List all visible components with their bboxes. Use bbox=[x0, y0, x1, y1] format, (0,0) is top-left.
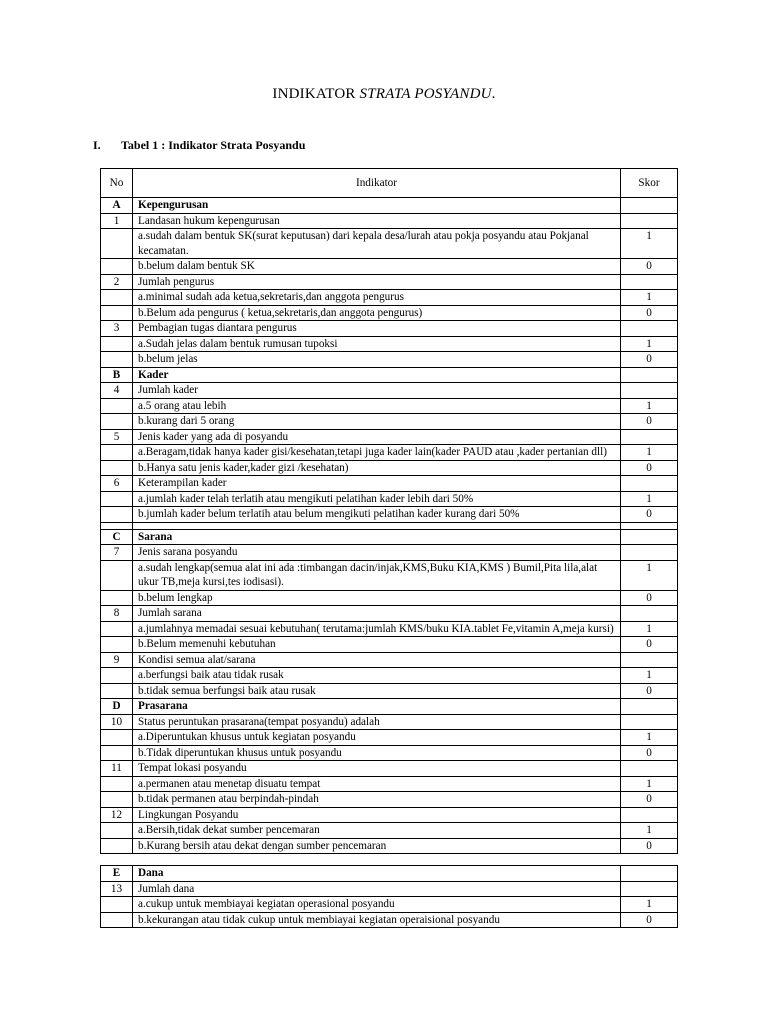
cell-no: C bbox=[101, 529, 133, 545]
cell-skor bbox=[621, 699, 678, 715]
table-row bbox=[101, 476, 678, 492]
cell-no: 2 bbox=[101, 274, 133, 290]
cell-no: 13 bbox=[101, 881, 133, 897]
table-row bbox=[101, 429, 678, 445]
cell-indikator: Jenis kader yang ada di posyandu bbox=[133, 429, 621, 445]
cell-no bbox=[101, 259, 133, 275]
cell-no bbox=[101, 897, 133, 913]
cell-no bbox=[101, 398, 133, 414]
cell-no bbox=[101, 305, 133, 321]
table-row bbox=[101, 352, 678, 368]
table-row bbox=[101, 714, 678, 730]
table-row bbox=[101, 213, 678, 229]
cell-no: 4 bbox=[101, 383, 133, 399]
cell-skor: 1 bbox=[621, 491, 678, 507]
cell-no: 11 bbox=[101, 761, 133, 777]
cell-skor: 1 bbox=[621, 823, 678, 839]
cell-indikator: Pembagian tugas diantara pengurus bbox=[133, 321, 621, 337]
header-skor: Skor bbox=[621, 169, 678, 198]
cell-indikator: b.belum lengkap bbox=[133, 590, 621, 606]
cell-indikator: b.jumlah kader belum terlatih atau belum mengikuti pelatihan kader kurang dari 50% bbox=[133, 507, 621, 523]
cell-skor: 1 bbox=[621, 668, 678, 684]
title-italic: STRATA POSYANDU bbox=[359, 86, 492, 102]
table-row bbox=[101, 545, 678, 561]
table-row bbox=[101, 652, 678, 668]
cell-no: E bbox=[101, 866, 133, 882]
cell-skor bbox=[621, 545, 678, 561]
header-indikator: Indikator bbox=[133, 169, 621, 198]
cell-skor: 0 bbox=[621, 912, 678, 928]
cell-indikator: b.tidak semua berfungsi baik atau rusak bbox=[133, 683, 621, 699]
cell-skor: 0 bbox=[621, 305, 678, 321]
cell-no bbox=[101, 745, 133, 761]
cell-indikator: Jumlah pengurus bbox=[133, 274, 621, 290]
cell-skor: 0 bbox=[621, 637, 678, 653]
cell-indikator: a.minimal sudah ada ketua,sekretaris,dan anggota pengurus bbox=[133, 290, 621, 306]
cell-skor: 0 bbox=[621, 414, 678, 430]
table-row bbox=[101, 745, 678, 761]
table-row bbox=[101, 897, 678, 913]
title-suffix: . bbox=[491, 86, 496, 102]
table-row bbox=[101, 730, 678, 746]
cell-skor: 0 bbox=[621, 792, 678, 808]
table-header-row bbox=[101, 169, 678, 198]
cell-no bbox=[101, 229, 133, 259]
cell-skor: 0 bbox=[621, 745, 678, 761]
cell-skor: 1 bbox=[621, 336, 678, 352]
header-no: No bbox=[101, 169, 133, 198]
section-row bbox=[101, 529, 678, 545]
section-row bbox=[101, 699, 678, 715]
cell-no bbox=[101, 460, 133, 476]
cell-indikator: a.sudah lengkap(semua alat ini ada :timbangan dacin/injak,KMS,Buku KIA,KMS ) Bumil,Pita lila,alat ukur TB,meja kursi,tes iodisasi). bbox=[133, 560, 621, 590]
cell-indikator: Tempat lokasi posyandu bbox=[133, 761, 621, 777]
cell-no bbox=[101, 792, 133, 808]
cell-indikator: a.5 orang atau lebih bbox=[133, 398, 621, 414]
table-row bbox=[101, 259, 678, 275]
cell-indikator: Kepengurusan bbox=[133, 198, 621, 214]
cell-indikator: Keterampilan kader bbox=[133, 476, 621, 492]
cell-skor bbox=[621, 761, 678, 777]
spacer-cell bbox=[133, 522, 621, 529]
section-heading bbox=[93, 138, 305, 153]
cell-skor bbox=[621, 807, 678, 823]
cell-no bbox=[101, 414, 133, 430]
cell-no: 10 bbox=[101, 714, 133, 730]
cell-no bbox=[101, 352, 133, 368]
table-row bbox=[101, 491, 678, 507]
table-row bbox=[101, 912, 678, 928]
table-row bbox=[101, 229, 678, 259]
cell-skor: 1 bbox=[621, 730, 678, 746]
cell-no: 3 bbox=[101, 321, 133, 337]
cell-no bbox=[101, 776, 133, 792]
cell-skor: 0 bbox=[621, 683, 678, 699]
title-prefix: INDIKATOR bbox=[272, 86, 360, 102]
cell-skor bbox=[621, 429, 678, 445]
table-row bbox=[101, 637, 678, 653]
table-row bbox=[101, 560, 678, 590]
cell-skor bbox=[621, 606, 678, 622]
cell-no bbox=[101, 730, 133, 746]
table-row bbox=[101, 683, 678, 699]
cell-skor: 1 bbox=[621, 229, 678, 259]
table-row bbox=[101, 606, 678, 622]
cell-indikator: a.berfungsi baik atau tidak rusak bbox=[133, 668, 621, 684]
cell-no: 12 bbox=[101, 807, 133, 823]
spacer-cell bbox=[101, 522, 133, 529]
cell-skor: 1 bbox=[621, 445, 678, 461]
cell-no bbox=[101, 290, 133, 306]
cell-indikator: Lingkungan Posyandu bbox=[133, 807, 621, 823]
cell-indikator: b.Tidak diperuntukan khusus untuk posyandu bbox=[133, 745, 621, 761]
cell-skor: 0 bbox=[621, 838, 678, 854]
cell-no: A bbox=[101, 198, 133, 214]
cell-no bbox=[101, 683, 133, 699]
cell-skor bbox=[621, 529, 678, 545]
cell-indikator: Jumlah dana bbox=[133, 881, 621, 897]
cell-skor bbox=[621, 383, 678, 399]
table-row bbox=[101, 507, 678, 523]
cell-no: B bbox=[101, 367, 133, 383]
cell-indikator: b.Belum memenuhi kebutuhan bbox=[133, 637, 621, 653]
cell-no bbox=[101, 507, 133, 523]
cell-indikator: a.jumlahnya memadai sesuai kebutuhan( terutama:jumlah KMS/buku KIA.tablet Fe,vitamin A,meja kursi) bbox=[133, 621, 621, 637]
cell-no: 9 bbox=[101, 652, 133, 668]
cell-skor: 0 bbox=[621, 352, 678, 368]
cell-indikator: Jenis sarana posyandu bbox=[133, 545, 621, 561]
table-row bbox=[101, 761, 678, 777]
table-row bbox=[101, 460, 678, 476]
table-row bbox=[101, 881, 678, 897]
cell-skor bbox=[621, 274, 678, 290]
cell-skor: 1 bbox=[621, 290, 678, 306]
cell-no bbox=[101, 590, 133, 606]
cell-no bbox=[101, 621, 133, 637]
cell-indikator: a.jumlah kader telah terlatih atau mengikuti pelatihan kader lebih dari 50% bbox=[133, 491, 621, 507]
cell-skor: 1 bbox=[621, 897, 678, 913]
cell-indikator: b.kekurangan atau tidak cukup untuk membiayai kegiatan operaisional posyandu bbox=[133, 912, 621, 928]
section-row bbox=[101, 367, 678, 383]
cell-indikator: Prasarana bbox=[133, 699, 621, 715]
cell-skor bbox=[621, 213, 678, 229]
cell-skor bbox=[621, 367, 678, 383]
section-row bbox=[101, 866, 678, 882]
cell-skor: 1 bbox=[621, 621, 678, 637]
cell-indikator: b.Belum ada pengurus ( ketua,sekretaris,dan anggota pengurus) bbox=[133, 305, 621, 321]
cell-indikator: a.sudah dalam bentuk SK(surat keputusan) dari kepala desa/lurah atau pokja posyandu atau Pokjanal kecamatan. bbox=[133, 229, 621, 259]
cell-indikator: b.belum dalam bentuk SK bbox=[133, 259, 621, 275]
cell-skor bbox=[621, 476, 678, 492]
section-title: Tabel 1 : Indikator Strata Posyandu bbox=[121, 138, 306, 152]
cell-skor bbox=[621, 321, 678, 337]
cell-skor bbox=[621, 652, 678, 668]
cell-indikator: b.kurang dari 5 orang bbox=[133, 414, 621, 430]
cell-indikator: a.Sudah jelas dalam bentuk rumusan tupoksi bbox=[133, 336, 621, 352]
table-row bbox=[101, 838, 678, 854]
cell-skor bbox=[621, 866, 678, 882]
cell-indikator: Kader bbox=[133, 367, 621, 383]
cell-indikator: Jumlah sarana bbox=[133, 606, 621, 622]
table-row bbox=[101, 776, 678, 792]
cell-no: 6 bbox=[101, 476, 133, 492]
cell-indikator: a.permanen atau menetap disuatu tempat bbox=[133, 776, 621, 792]
cell-indikator: a.cukup untuk membiayai kegiatan operasional posyandu bbox=[133, 897, 621, 913]
table-row bbox=[101, 792, 678, 808]
section-row bbox=[101, 198, 678, 214]
cell-no bbox=[101, 560, 133, 590]
cell-skor bbox=[621, 198, 678, 214]
cell-no bbox=[101, 491, 133, 507]
table-row bbox=[101, 305, 678, 321]
cell-indikator: a.Bersih,tidak dekat sumber pencemaran bbox=[133, 823, 621, 839]
cell-no bbox=[101, 823, 133, 839]
table-row bbox=[101, 823, 678, 839]
indicator-table-dana bbox=[100, 865, 678, 928]
table-row bbox=[101, 398, 678, 414]
table-row bbox=[101, 668, 678, 684]
cell-skor: 0 bbox=[621, 460, 678, 476]
table-row bbox=[101, 414, 678, 430]
table-row bbox=[101, 274, 678, 290]
cell-no bbox=[101, 912, 133, 928]
cell-skor: 0 bbox=[621, 590, 678, 606]
cell-no bbox=[101, 445, 133, 461]
indicator-table bbox=[100, 168, 678, 854]
table-row bbox=[101, 590, 678, 606]
cell-indikator: b.tidak permanen atau berpindah-pindah bbox=[133, 792, 621, 808]
section-number: I. bbox=[93, 138, 101, 152]
cell-indikator: Kondisi semua alat/sarana bbox=[133, 652, 621, 668]
cell-indikator: Landasan hukum kepengurusan bbox=[133, 213, 621, 229]
cell-no: 5 bbox=[101, 429, 133, 445]
cell-skor: 1 bbox=[621, 776, 678, 792]
table-spacer-row bbox=[101, 522, 678, 529]
cell-indikator: Sarana bbox=[133, 529, 621, 545]
cell-indikator: Status peruntukan prasarana(tempat posyandu) adalah bbox=[133, 714, 621, 730]
cell-no: D bbox=[101, 699, 133, 715]
cell-skor: 1 bbox=[621, 398, 678, 414]
table-row bbox=[101, 383, 678, 399]
cell-indikator: a.Diperuntukan khusus untuk kegiatan posyandu bbox=[133, 730, 621, 746]
table-row bbox=[101, 807, 678, 823]
cell-no: 8 bbox=[101, 606, 133, 622]
cell-skor: 0 bbox=[621, 507, 678, 523]
cell-no bbox=[101, 637, 133, 653]
cell-skor: 0 bbox=[621, 259, 678, 275]
cell-indikator: a.Beragam,tidak hanya kader gisi/kesehatan,tetapi juga kader lain(kader PAUD atau ,kader pertanian dll) bbox=[133, 445, 621, 461]
cell-skor bbox=[621, 881, 678, 897]
table-row bbox=[101, 321, 678, 337]
table-row bbox=[101, 336, 678, 352]
cell-indikator: b.belum jelas bbox=[133, 352, 621, 368]
cell-indikator: Jumlah kader bbox=[133, 383, 621, 399]
cell-no: 7 bbox=[101, 545, 133, 561]
cell-no bbox=[101, 336, 133, 352]
table-row bbox=[101, 445, 678, 461]
cell-skor bbox=[621, 714, 678, 730]
spacer-cell bbox=[621, 522, 678, 529]
cell-no bbox=[101, 668, 133, 684]
document-title bbox=[0, 86, 768, 103]
cell-no: 1 bbox=[101, 213, 133, 229]
table-row bbox=[101, 621, 678, 637]
table-row bbox=[101, 290, 678, 306]
cell-indikator: b.Hanya satu jenis kader,kader gizi /kesehatan) bbox=[133, 460, 621, 476]
cell-no bbox=[101, 838, 133, 854]
cell-skor: 1 bbox=[621, 560, 678, 590]
cell-indikator: b.Kurang bersih atau dekat dengan sumber pencemaran bbox=[133, 838, 621, 854]
cell-indikator: Dana bbox=[133, 866, 621, 882]
